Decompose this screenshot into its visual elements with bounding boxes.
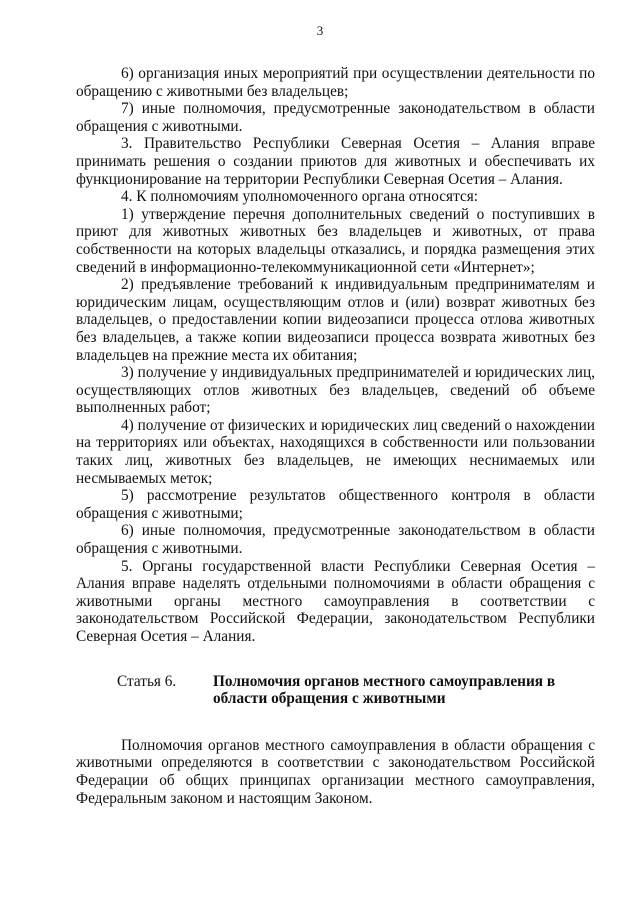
paragraph-subitem-6: 6) иные полномочия, предусмотренные законодательством в области обращения с животными. <box>76 522 595 558</box>
paragraph-subitem-4: 4) получение от физических и юридических лиц сведений о нахождении на территориях или объектах, находящихся в собственности или пользовании таких лиц, животных без владельцев, не имеющих неснимаемых или несмываемых меток; <box>76 416 595 487</box>
document-body <box>76 65 595 807</box>
article-title: Полномочия органов местного самоуправления в области обращения с животными <box>213 672 556 708</box>
paragraph-subitem-1: 1) утверждение перечня дополнительных сведений о поступивших в приют для животных животных без владельцев и животных, от права собственности на которых владельцы отказались, и порядка размещения этих сведений в информационно-телекоммуникационной сети «Интернет»; <box>76 205 595 276</box>
paragraph-item-7-other-powers: 7) иные полномочия, предусмотренные законодательством в области обращения с животными. <box>76 100 595 135</box>
article-heading <box>76 673 595 708</box>
paragraph-section-3-government: 3. Правительство Республики Северная Осетия – Алания вправе принимать решения о создании приютов для животных и обеспечивать их функционирование на территории Республики Северная Осетия – Алания. <box>76 135 595 188</box>
paragraph-subitem-3: 3) получение у индивидуальных предпринимателей и юридических лиц, осуществляющих отлов животных без владельцев, сведений об объеме выполненных работ; <box>76 364 595 417</box>
paragraph-item-6-org-measures: 6) организация иных мероприятий при осуществлении деятельности по обращению с животными без владельцев; <box>76 65 595 100</box>
paragraph-subitem-2: 2) предъявление требований к индивидуальным предпринимателям и юридическим лицам, осуществляющим отлов и (или) возврат животных без владельцев, о предоставлении копии видеозаписи процесса отлова животных без владельцев, а также копии видеозаписи процесса возврата животных без владельцев на прежние места их обитания; <box>76 276 595 364</box>
paragraph-section-4-authorized-body: 4. К полномочиям уполномоченного органа относятся: <box>121 188 479 206</box>
paragraph-subitem-5: 5) рассмотрение результатов общественного контроля в области обращения с животными; <box>76 487 595 522</box>
paragraph-article-6-body: Полномочия органов местного самоуправления в области обращения с животными определяются в соответствии с законодательством Российской Федерации об общих принципах организации местного самоуправления, Федеральным законом и настоящим Законом. <box>76 736 595 807</box>
article-number: Статья 6. <box>117 672 177 690</box>
page-number: 3 <box>316 23 324 38</box>
paragraph-section-5-delegation: 5. Органы государственной власти Республики Северная Осетия – Алания вправе наделять отдельными полномочиями в области обращения с животными органы местного самоуправления в соответствии с законодательством Российской Федерации, законодательством Республики Северная Осетия – Алания. <box>76 557 595 645</box>
